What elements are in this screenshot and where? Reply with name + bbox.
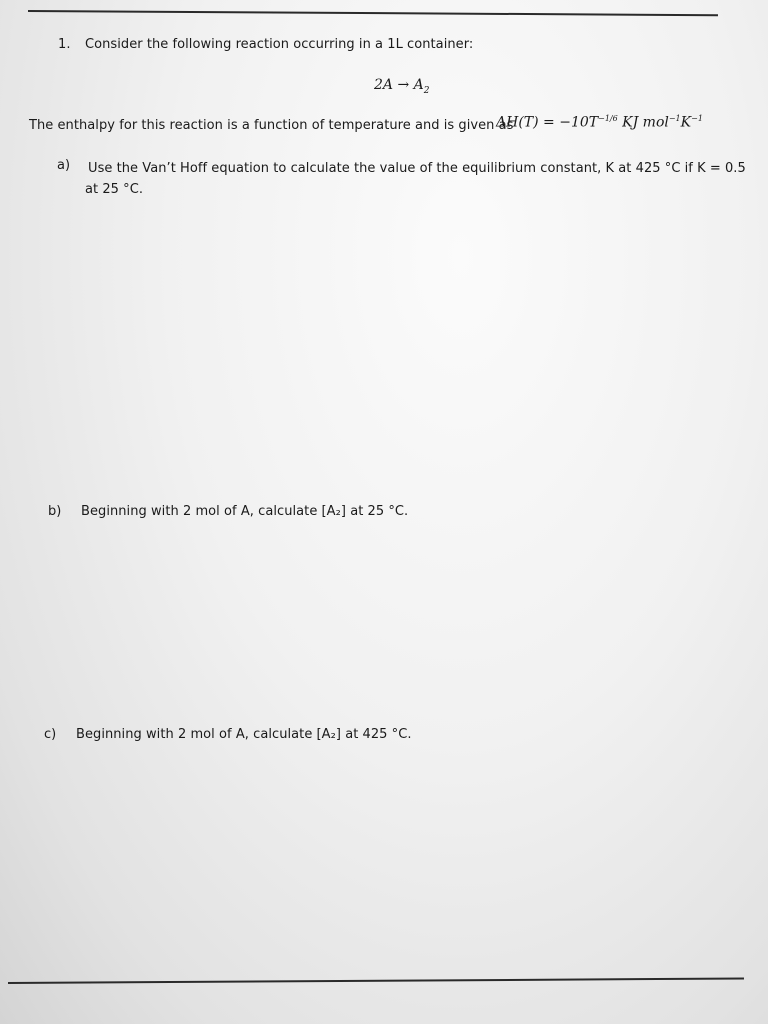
part-b-label: b) (48, 504, 62, 519)
question-number: 1. (58, 37, 71, 52)
enthalpy-statement: The enthalpy for this reaction is a function of temperature and is given as (29, 118, 514, 133)
reaction-arrow: → (397, 77, 410, 93)
enthalpy-formula: $\Delta H(T) = -10T^{-1/6}$ KJ $mol^{-1}K^{-1}$ (496, 114, 703, 131)
reactant: 2A (374, 77, 394, 93)
bottom-rule (8, 978, 744, 984)
part-c-label: c) (44, 727, 57, 742)
part-a-label: a) (57, 158, 71, 173)
part-a-text: Use the Van’t Hoff equation to calculate the value of the equilibrium constant, K at 425 °C if K = 0.5 (88, 161, 746, 176)
part-a-text-continued: at 25 °C. (85, 182, 144, 197)
part-c-text: Beginning with 2 mol of A, calculate [A₂] at 425 °C. (76, 727, 412, 742)
top-rule (28, 10, 718, 16)
question-intro: Consider the following reaction occurring in a 1L container: (85, 37, 474, 52)
part-b-text: Beginning with 2 mol of A, calculate [A₂] at 25 °C. (81, 504, 409, 519)
product: $A_2$ (413, 77, 430, 96)
reaction-equation (374, 77, 430, 96)
